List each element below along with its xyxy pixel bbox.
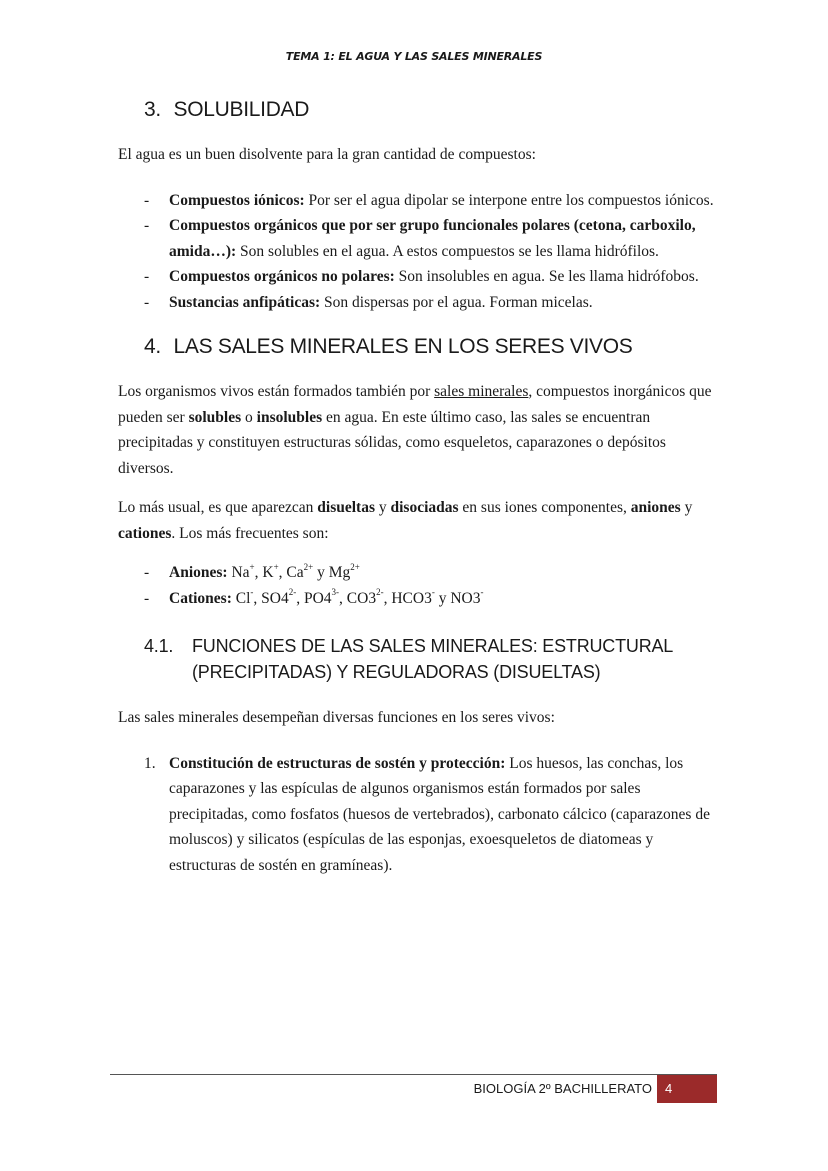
page-number: 4 <box>657 1075 717 1103</box>
footer-subject: BIOLOGÍA 2º BACHILLERATO <box>473 1081 652 1096</box>
list-item: - Compuestos orgánicos que por ser grupo funcionales polares (cetona, carboxilo, amida…): Son solubles en el agua. A estos compuestos se les llama hidrófilos. <box>144 217 696 260</box>
section-4-paragraph-1: Los organismos vivos están formados también por sales minerales, compuestos inorgánicos que pueden ser solubles o insolubles en agua. En este último caso, las sales se encuentran precipitadas y constituyen estructuras sólidas, como esqueletos, caparazones o depósitos diversos. <box>118 383 712 477</box>
ion: NO3- <box>450 587 484 607</box>
page-header: TEMA 1: EL AGUA Y LAS SALES MINERALES <box>285 50 543 63</box>
solubility-list <box>118 188 718 316</box>
ion: K+ <box>262 561 279 581</box>
section-number: 4.1. <box>144 636 174 656</box>
ion: $CO3^{2-}$ <box>346 587 384 607</box>
list-item: 1. Constitución de estructuras de sostén y protección: Los huesos, las conchas, los caparazones y las espículas de algunos organismos están formados por sales precipitadas, como fosfatos (huesos de vertebrados), carbonato cálcico (caparazones de moluscos) y silicatos (espículas de las esponjas, exoesqueletos de diatomeas y estructuras de sostén en gramíneas). <box>144 754 710 874</box>
section-4-1-intro: Las sales minerales desempeñan diversas funciones en los seres vivos: <box>118 709 555 726</box>
list-item: - Compuestos iónicos: Por ser el agua dipolar se interpone entre los compuestos iónicos. <box>144 191 714 209</box>
ions-list <box>118 560 718 611</box>
ion: Na+ <box>231 561 255 581</box>
list-item-cationes: - Cationes: Cl-, $SO4^{2-}$, $PO4^{3-}$, $CO3^{2-}$, HCO3- y NO3- <box>144 587 484 607</box>
section-4-paragraph-2: Lo más usual, es que aparezcan disueltas y disociadas en sus iones componentes, aniones y cationes. Los más frecuentes son: <box>118 499 693 542</box>
ion: Cl- <box>235 587 254 607</box>
section-number: 4. <box>144 335 161 358</box>
footer-rule <box>110 1074 717 1075</box>
section-title: FUNCIONES DE LAS SALES MINERALES: ESTRUCTURAL (PRECIPITADAS) Y REGULADORAS (DISUELTAS) <box>192 636 673 682</box>
cationes-values: Cl-, $SO4^{2-}$, $PO4^{3-}$, $CO3^{2-}$, HCO3- y NO3- <box>235 587 484 607</box>
page-content <box>118 98 718 892</box>
section-title: SOLUBILIDAD <box>173 98 310 121</box>
section-3-heading <box>144 98 718 122</box>
section-3-intro: El agua es un buen disolvente para la gran cantidad de compuestos: <box>118 146 536 163</box>
ion: $Mg^{2+}$ <box>328 561 360 581</box>
section-4-1-heading <box>144 633 718 685</box>
list-item: - Compuestos orgánicos no polares: Son insolubles en agua. Se les llama hidrófobos. <box>144 268 699 285</box>
ion: $SO4^{2-}$ <box>261 587 297 607</box>
ion: $Ca^{2+}$ <box>286 561 314 581</box>
list-item: - Sustancias anfipáticas: Son dispersas por el agua. Forman micelas. <box>144 293 593 311</box>
ion: $PO4^{3-}$ <box>303 587 340 607</box>
functions-list <box>118 751 718 879</box>
list-item-aniones: - Aniones: Na+, K+, $Ca^{2+}$ y $Mg^{2+}$ <box>144 561 360 581</box>
section-4-heading <box>144 335 718 359</box>
aniones-values: Na+, K+, $Ca^{2+}$ y $Mg^{2+}$ <box>231 561 360 581</box>
section-title: LAS SALES MINERALES EN LOS SERES VIVOS <box>173 335 633 358</box>
ion: HCO3- <box>391 587 435 607</box>
section-number: 3. <box>144 98 161 121</box>
